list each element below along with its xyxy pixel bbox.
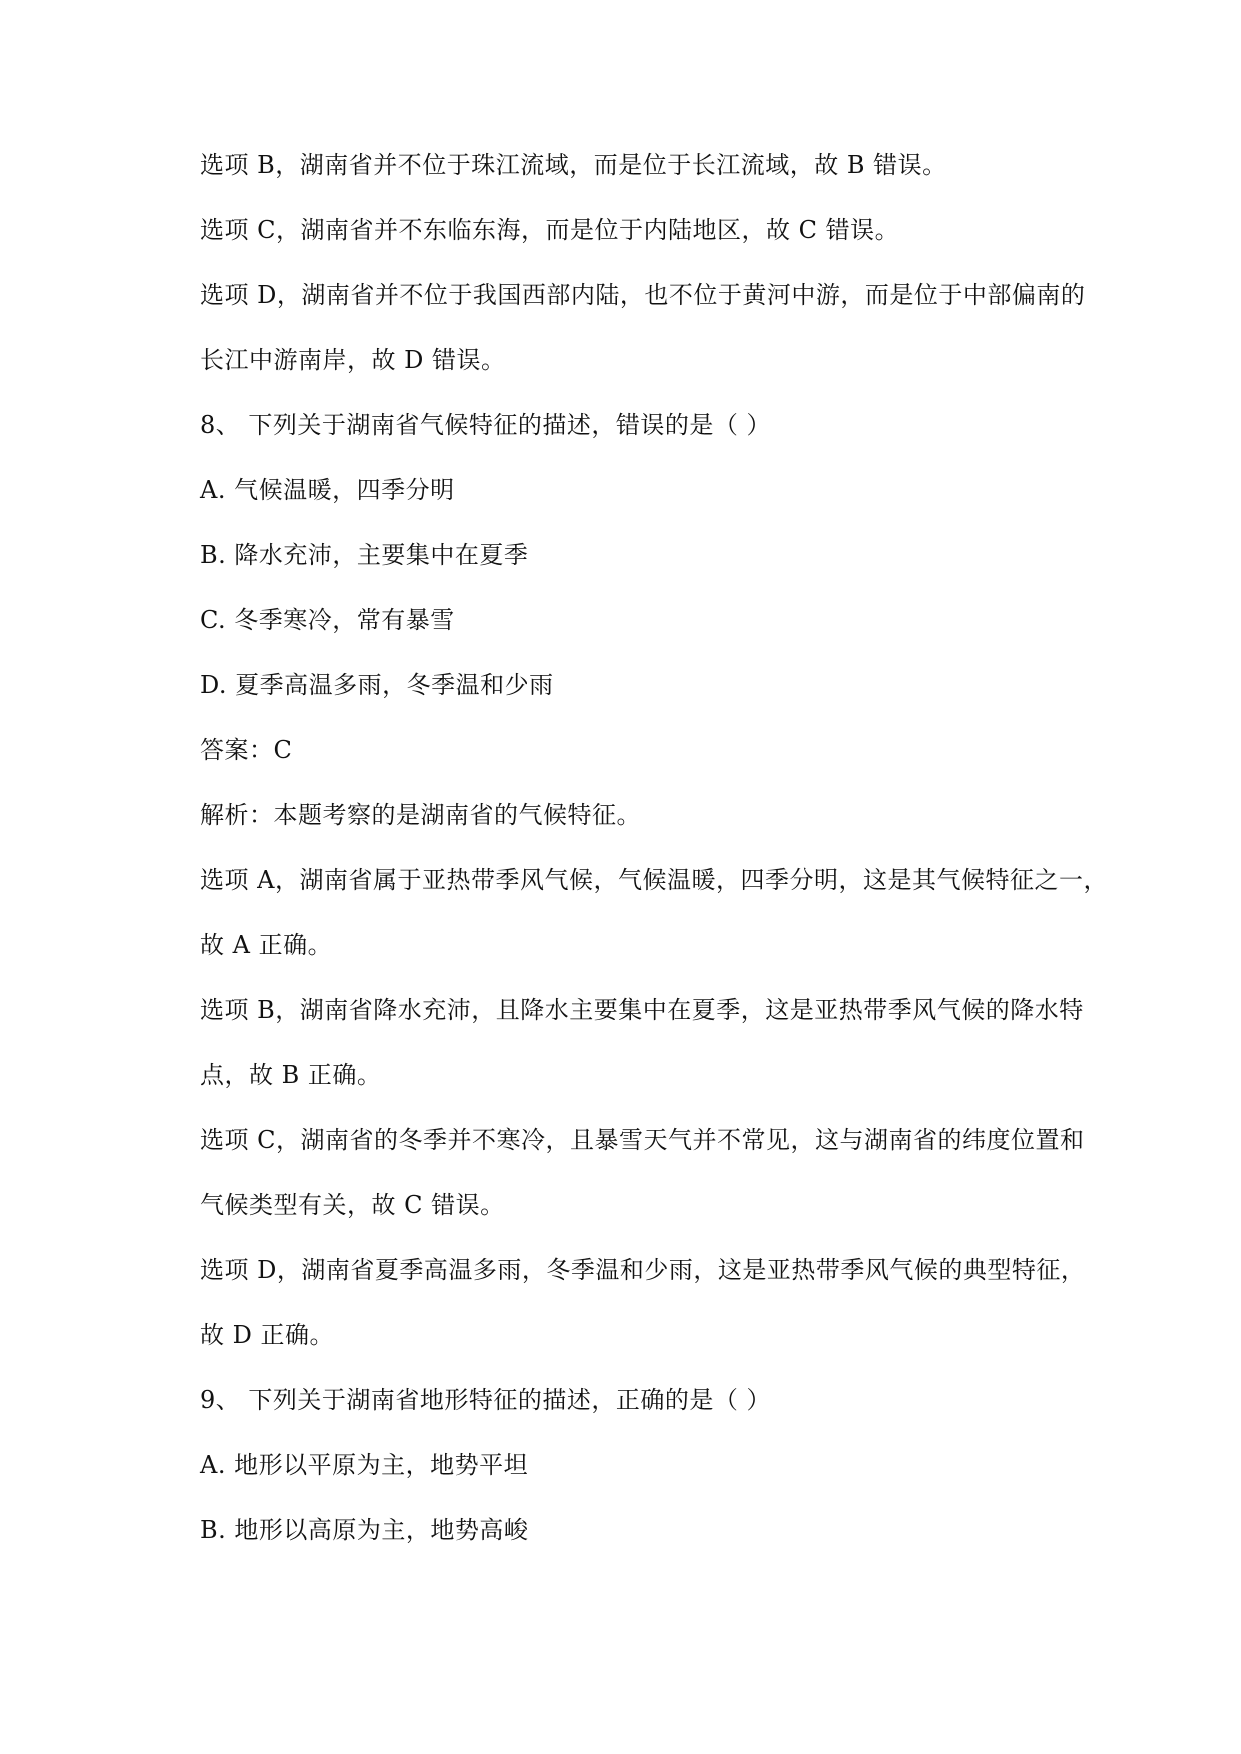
option-c: C. 冬季寒冷，常有暴雪 <box>200 606 455 634</box>
explanation-line: 选项 D，湖南省夏季高温多雨，冬季温和少雨，这是亚热带季风气候的典型特征， <box>200 1256 1086 1284</box>
option-d: D. 夏季高温多雨，冬季温和少雨 <box>200 671 554 699</box>
explanation-line: 选项 A，湖南省属于亚热带季风气候，气候温暖，四季分明，这是其气候特征之一， <box>200 866 1108 894</box>
question-stem: 9、 下列关于湖南省地形特征的描述，正确的是（ ） <box>200 1386 772 1414</box>
option-a: A. 地形以平原为主，地势平坦 <box>200 1451 529 1479</box>
document-body <box>200 147 1108 1577</box>
answer-line: 答案：C <box>200 736 293 764</box>
analysis-line: 解析：本题考察的是湖南省的气候特征。 <box>200 801 641 829</box>
explanation-line: 长江中游南岸，故 D 错误。 <box>200 346 506 374</box>
question-stem: 8、 下列关于湖南省气候特征的描述，错误的是（ ） <box>200 411 772 439</box>
option-a: A. 气候温暖，四季分明 <box>200 476 455 504</box>
option-b: B. 降水充沛，主要集中在夏季 <box>200 541 529 569</box>
explanation-line: 选项 B，湖南省并不位于珠江流域，而是位于长江流域，故 B 错误。 <box>200 151 947 179</box>
explanation-line: 选项 B，湖南省降水充沛，且降水主要集中在夏季，这是亚热带季风气候的降水特 <box>200 996 1084 1024</box>
option-b: B. 地形以高原为主，地势高峻 <box>200 1516 529 1544</box>
explanation-line: 故 A 正确。 <box>200 931 333 959</box>
explanation-line: 选项 D，湖南省并不位于我国西部内陆，也不位于黄河中游，而是位于中部偏南的 <box>200 281 1086 309</box>
explanation-line: 故 D 正确。 <box>200 1321 334 1349</box>
explanation-line: 选项 C，湖南省并不东临东海，而是位于内陆地区，故 C 错误。 <box>200 216 900 244</box>
explanation-line: 选项 C，湖南省的冬季并不寒冷，且暴雪天气并不常见，这与湖南省的纬度位置和 <box>200 1126 1085 1154</box>
explanation-line: 气候类型有关，故 C 错误。 <box>200 1191 505 1219</box>
explanation-line: 点，故 B 正确。 <box>200 1061 382 1089</box>
